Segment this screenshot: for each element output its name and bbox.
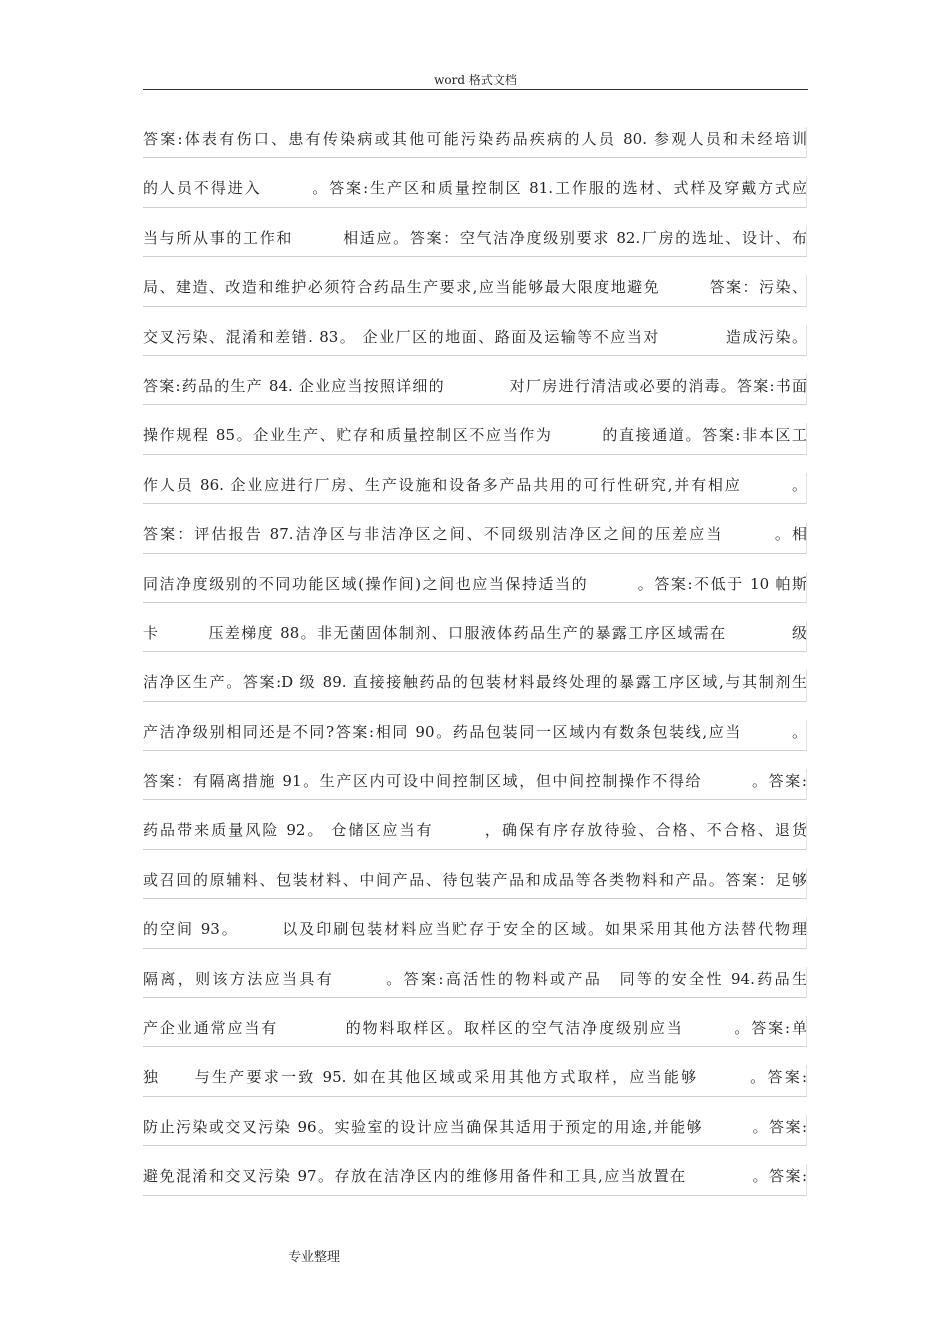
text-line: 防止污染或交叉污染 96。实验室的设计应当确保其适用于预定的用途,并能够 。答案: — [143, 1103, 807, 1152]
text-line: 答案:药品的生产 84. 企业应当按照详细的 对厂房进行清洁或必要的消毒。答案:书面 — [143, 362, 807, 411]
text-line: 隔离，则该方法应当具有 。答案:高活性的物料或产品 同等的安全性 94.药品生 — [143, 955, 807, 1004]
page-header: word 格式文档 — [143, 72, 808, 90]
text-line: 或召回的原辅料、包装材料、中间产品、待包装产品和成品等各类物料和产品。答案：足够 — [143, 856, 807, 905]
text-line: 答案:体表有伤口、患有传染病或其他可能污染药品疾病的人员 80. 参观人员和未经培训 — [143, 115, 807, 164]
text-line: 卡 压差梯度 88。非无菌固体制剂、口服液体药品生产的暴露工序区域需在 级 — [143, 609, 807, 658]
text-line: 药品带来质量风险 92。 仓储区应当有 ，确保有序存放待验、合格、不合格、退货 — [143, 806, 807, 855]
text-line: 操作规程 85。企业生产、贮存和质量控制区不应当作为 的直接通道。答案:非本区工 — [143, 411, 807, 460]
text-line: 独 与生产要求一致 95. 如在其他区域或采用其他方式取样，应当能够 。答案: — [143, 1053, 807, 1102]
text-line: 当与所从事的工作和 相适应。答案：空气洁净度级别要求 82.厂房的选址、设计、布 — [143, 214, 807, 263]
text-line: 答案：有隔离措施 91。生产区内可设中间控制区域，但中间控制操作不得给 。答案: — [143, 757, 807, 806]
text-line: 局、建造、改造和维护必须符合药品生产要求,应当能够最大限度地避免 答案：污染、 — [143, 263, 807, 312]
text-line: 洁净区生产。答案:D 级 89. 直接接触药品的包装材料最终处理的暴露工序区域,与其制剂生 — [143, 658, 807, 707]
text-line: 作人员 86. 企业应进行厂房、生产设施和设备多产品共用的可行性研究,并有相应 。 — [143, 461, 807, 510]
text-line: 的空间 93。 以及印刷包装材料应当贮存于安全的区域。如果采用其他方法替代物理 — [143, 905, 807, 954]
text-line: 交叉污染、混淆和差错. 83。 企业厂区的地面、路面及运输等不应当对 造成污染。 — [143, 313, 807, 362]
text-line: 产洁净级别相同还是不同?答案:相同 90。药品包装同一区域内有数条包装线,应当 。 — [143, 708, 807, 757]
document-body — [143, 115, 807, 1202]
text-line: 同洁净度级别的不同功能区域(操作间)之间也应当保持适当的 。答案:不低于 10 帕斯 — [143, 560, 807, 609]
page-footer: 专业整理 — [288, 1250, 341, 1265]
text-line: 产企业通常应当有 的物料取样区。取样区的空气洁净度级别应当 。答案:单 — [143, 1004, 807, 1053]
text-line: 的人员不得进入 。答案:生产区和质量控制区 81.工作服的选材、式样及穿戴方式应 — [143, 164, 807, 213]
text-line: 避免混淆和交叉污染 97。存放在洁净区内的维修用备件和工具,应当放置在 。答案: — [143, 1152, 807, 1201]
text-line: 答案：评估报告 87.洁净区与非洁净区之间、不同级别洁净区之间的压差应当 。相 — [143, 510, 807, 559]
